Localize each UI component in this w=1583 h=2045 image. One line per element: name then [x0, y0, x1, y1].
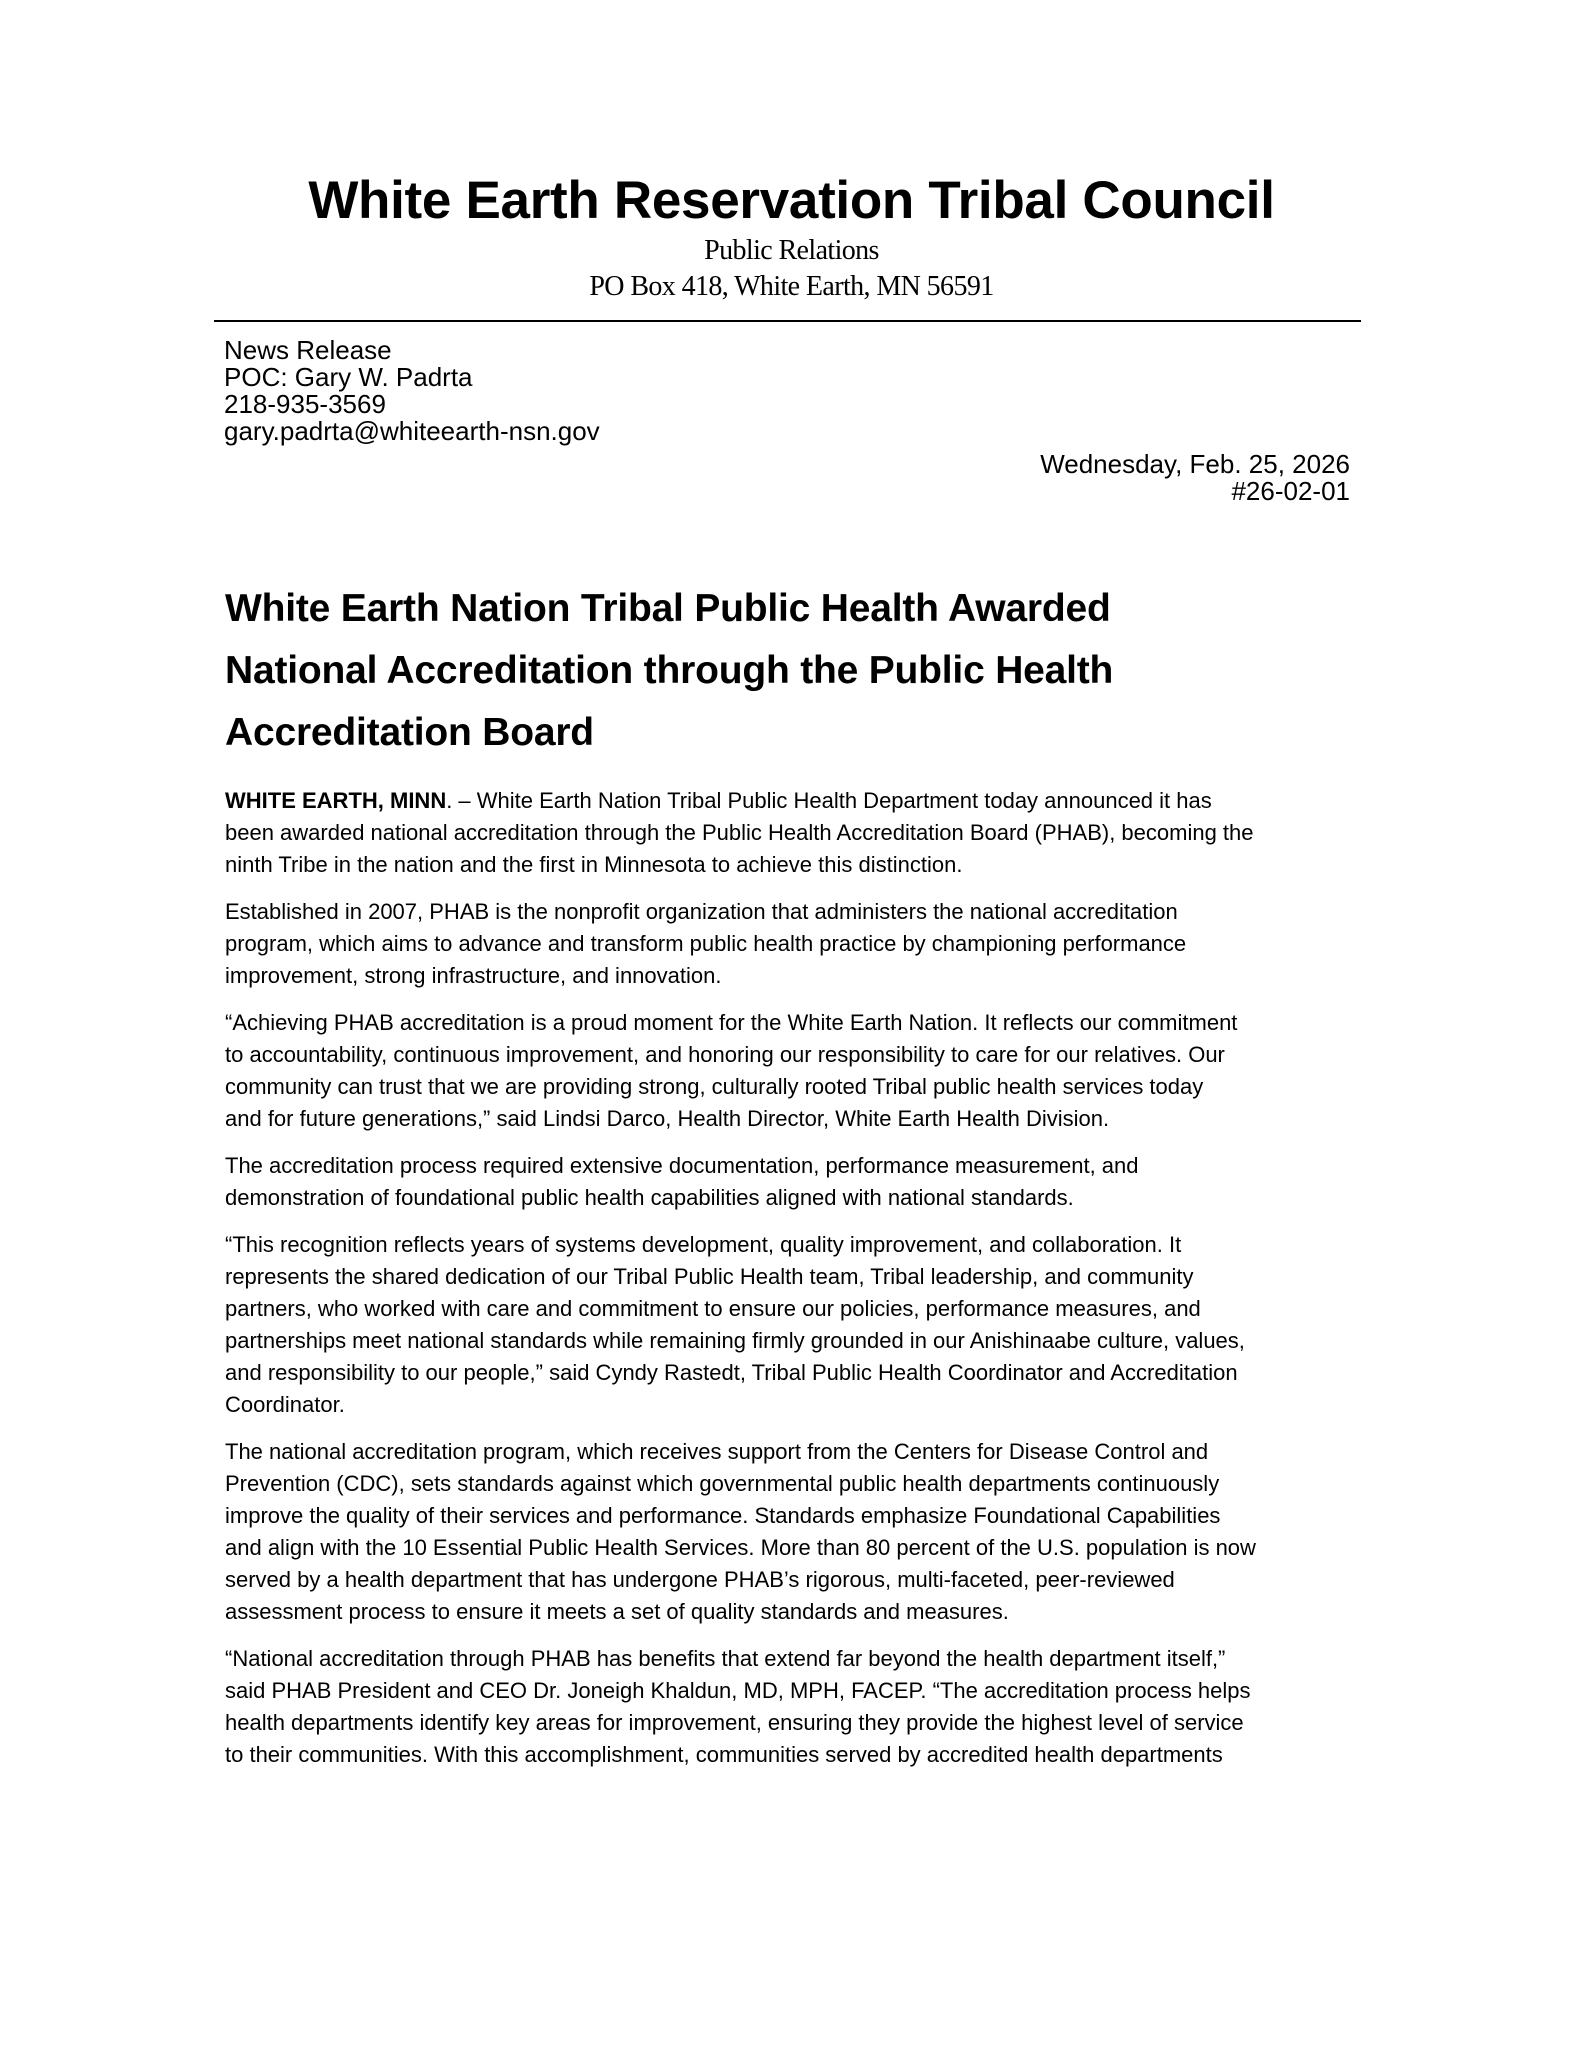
- body-line: “Achieving PHAB accreditation is a proud moment for the White Earth Nation. It reflects our commitment: [225, 1010, 1238, 1035]
- contact-phone: 218-935-3569: [224, 389, 386, 419]
- headline: [225, 578, 1113, 764]
- body-line: said PHAB President and CEO Dr. Joneigh Khaldun, MD, MPH, FACEP. “The accreditation process helps: [225, 1678, 1251, 1703]
- body-line: and responsibility to our people,” said Cyndy Rastedt, Tribal Public Health Coordinator and Accreditation: [225, 1360, 1238, 1385]
- release-info: [1040, 451, 1350, 505]
- body-line: program, which aims to advance and transform public health practice by championing performance: [225, 931, 1187, 956]
- body-line: been awarded national accreditation through the Public Health Accreditation Board (PHAB), becoming the: [225, 820, 1254, 845]
- paragraph-quote: [225, 1229, 1355, 1421]
- article-body: [225, 785, 1355, 1786]
- body-line: partners, who worked with care and commitment to ensure our policies, performance measures, and: [225, 1296, 1201, 1321]
- body-line: Coordinator.: [225, 1392, 345, 1417]
- body-line: health departments identify key areas for improvement, ensuring they provide the highest level of service: [225, 1710, 1244, 1735]
- headline-line: National Accreditation through the Public Health: [225, 649, 1114, 692]
- body-line: represents the shared dedication of our Tribal Public Health team, Tribal leadership, and community: [225, 1264, 1194, 1289]
- body-line: served by a health department that has undergone PHAB’s rigorous, multi-faceted, peer-reviewed: [225, 1567, 1175, 1592]
- body-line: partnerships meet national standards while remaining firmly grounded in our Anishinaabe culture, values,: [225, 1328, 1245, 1353]
- body-line: and align with the 10 Essential Public Health Services. More than 80 percent of the U.S. population is now: [225, 1535, 1256, 1560]
- body-line: improvement, strong infrastructure, and innovation.: [225, 963, 722, 988]
- paragraph: [225, 1436, 1355, 1628]
- body-line: Established in 2007, PHAB is the nonprofit organization that administers the national accreditation: [225, 899, 1178, 924]
- body-line: improve the quality of their services and performance. Standards emphasize Foundational Capabilities: [225, 1503, 1221, 1528]
- paragraph-quote: [225, 1643, 1355, 1771]
- letterhead-divider: [214, 320, 1361, 322]
- point-of-contact: POC: Gary W. Padrta: [224, 362, 473, 392]
- body-line-text: White Earth Nation Tribal Public Health Department today announced it has: [476, 788, 1212, 813]
- body-line: demonstration of foundational public health capabilities aligned with national standards.: [225, 1185, 1074, 1210]
- contact-email[interactable]: gary.padrta@whiteearth-nsn.gov: [224, 416, 600, 446]
- body-line: and for future generations,” said Lindsi Darco, Health Director, White Earth Health Division.: [225, 1106, 1110, 1131]
- department-name: Public Relations: [704, 235, 879, 266]
- contact-block: [224, 337, 600, 445]
- paragraph-lead: [225, 785, 1355, 881]
- release-date: Wednesday, Feb. 25, 2026: [1040, 449, 1350, 479]
- release-type: News Release: [224, 335, 392, 365]
- body-line: “This recognition reflects years of systems development, quality improvement, and collaboration. It: [225, 1232, 1182, 1257]
- body-line: The national accreditation program, which receives support from the Centers for Disease Control and: [225, 1439, 1209, 1464]
- organization-title: White Earth Reservation Tribal Council: [308, 171, 1275, 230]
- body-line: assessment process to ensure it meets a set of quality standards and measures.: [225, 1599, 1009, 1624]
- body-line: [225, 785, 1355, 817]
- mailing-address: PO Box 418, White Earth, MN 56591: [589, 271, 994, 302]
- paragraph: [225, 1150, 1355, 1214]
- headline-line: Accreditation Board: [225, 711, 594, 754]
- headline-line: White Earth Nation Tribal Public Health Awarded: [225, 587, 1111, 630]
- dateline-separator: . –: [446, 788, 477, 813]
- body-line: Prevention (CDC), sets standards against which governmental public health departments continuously: [225, 1471, 1220, 1496]
- body-line: to accountability, continuous improvement, and honoring our responsibility to care for our relatives. Our: [225, 1042, 1225, 1067]
- body-line: community can trust that we are providing strong, culturally rooted Tribal public health services today: [225, 1074, 1204, 1099]
- body-line: to their communities. With this accomplishment, communities served by accredited health departments: [225, 1742, 1223, 1767]
- body-line: The accreditation process required extensive documentation, performance measurement, and: [225, 1153, 1139, 1178]
- body-line: “National accreditation through PHAB has benefits that extend far beyond the health department itself,”: [225, 1646, 1226, 1671]
- paragraph-quote: [225, 1007, 1355, 1135]
- body-line: ninth Tribe in the nation and the first in Minnesota to achieve this distinction.: [225, 852, 963, 877]
- dateline: WHITE EARTH, MINN: [225, 788, 447, 813]
- paragraph: [225, 896, 1355, 992]
- release-number: #26-02-01: [1231, 476, 1350, 506]
